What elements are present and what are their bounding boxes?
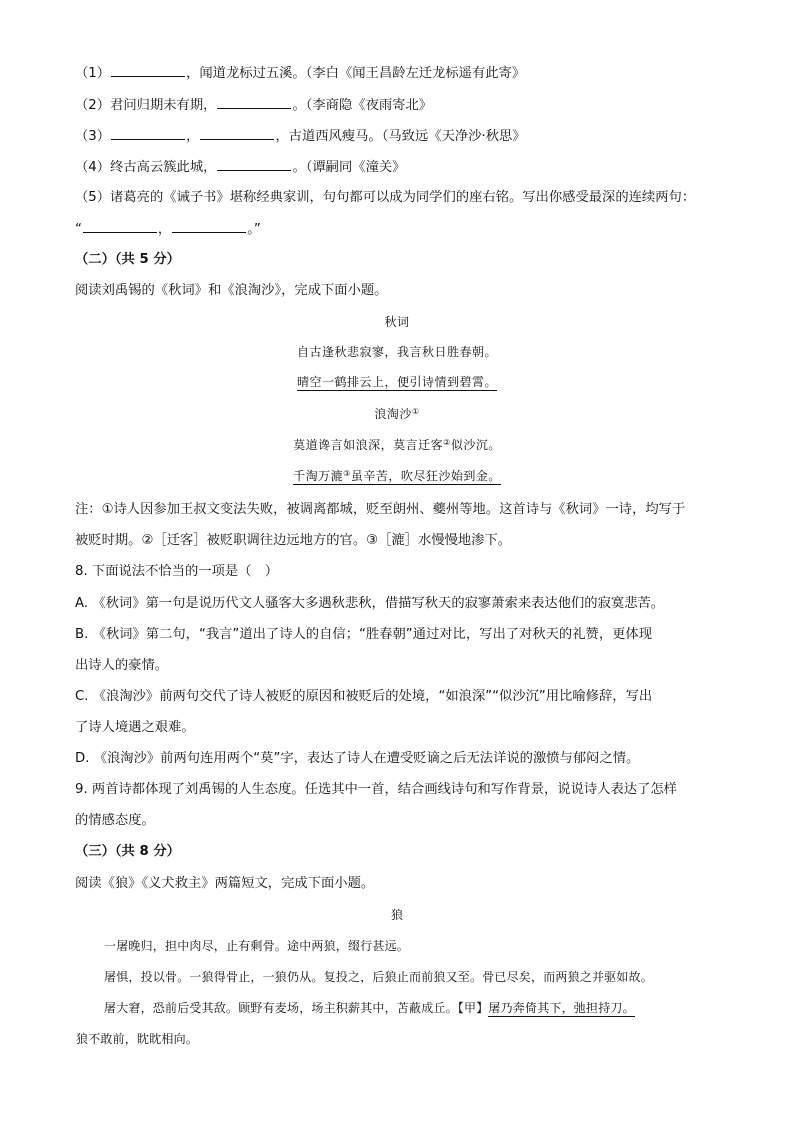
- poem-1-title: 秋词: [384, 315, 410, 329]
- poem-1-line-2: [0, 373, 794, 391]
- underlined-sentence: 屠乃奔倚其下，弛担持刀。: [488, 1001, 635, 1015]
- underlined-line: 晴空一鹤排云上，便引诗情到碧霄。: [296, 375, 497, 389]
- section-2-intro: 阅读刘禹锡的《秋词》和《浪淘沙》，完成下面小题。: [75, 283, 388, 298]
- prose-paragraph-3: [104, 999, 635, 1017]
- poem-2-title-text: 浪淘沙: [374, 407, 412, 421]
- answer-blank[interactable]: [172, 219, 246, 233]
- question-9-line-1: 9. 两首诗都体现了刘禹锡的人生态度。任选其中一首，结合画线诗句和写作背景，说说诗人表达了怎样: [75, 782, 677, 797]
- fill-question-2: [75, 95, 432, 116]
- q4-suffix: 。（谭嗣同《潼关》: [292, 160, 406, 175]
- poem-2-line-2: [0, 465, 794, 485]
- answer-blank[interactable]: [83, 219, 157, 233]
- footnote-mark: ①: [411, 407, 420, 416]
- quote-close: 。”: [247, 222, 261, 237]
- option-b-cont: 出诗人的豪情。: [75, 658, 169, 673]
- poem-1-line-1: 自古逢秋悲寂寥，我言秋日胜春朝。: [296, 345, 497, 359]
- poem-text: 千淘万漉: [293, 469, 344, 483]
- poem-text: 莫道谗言如浪深，莫言迁客: [293, 438, 444, 452]
- q2-suffix: 。（李商隐《夜雨寄北》: [292, 98, 433, 113]
- answer-blank[interactable]: [217, 157, 291, 171]
- option-d[interactable]: D. 《浪淘沙》前两句连用两个“莫”字，表达了诗人在遭受贬谪之后无法详说的激愤与郁闷之情。: [75, 751, 640, 766]
- prose-title: 狼: [390, 908, 403, 922]
- prose-text: 屠大窘，恐前后受其敌。顾野有麦场，场主积薪其中，苫蔽成丘。【甲】: [104, 1001, 489, 1015]
- poem-text: 似沙沉。: [450, 438, 501, 452]
- prose-paragraph-3-cont: 狼不敢前，眈眈相向。: [76, 1032, 199, 1046]
- answer-blank[interactable]: [217, 95, 291, 109]
- question-8-stem: 8. 下面说法不恰当的一项是（ ）: [75, 564, 279, 579]
- q3-separator: ，: [186, 129, 200, 144]
- fill-question-4: [75, 157, 405, 178]
- quote-separator: ，: [157, 222, 172, 237]
- prose-paragraph-1: 一屠晚归，担中肉尽，止有剩骨。途中两狼，缀行甚远。: [104, 939, 410, 953]
- answer-blank[interactable]: [200, 126, 274, 140]
- q4-prefix: （4）终古高云簇此城，: [75, 160, 217, 175]
- section-3-heading: （三）（共 8 分）: [75, 844, 180, 859]
- q3-prefix: （3）: [75, 129, 111, 144]
- answer-blank[interactable]: [111, 63, 185, 77]
- section-2-heading: （二）（共 5 分）: [75, 252, 180, 267]
- answer-blank[interactable]: [111, 126, 185, 140]
- quote-open: “: [75, 222, 82, 237]
- poem-text: 虽辛苦，吹尽狂沙始到金。: [350, 469, 501, 483]
- poem-2-line-1: [0, 434, 794, 454]
- fill-question-1: [75, 63, 525, 84]
- question-9-line-2: 的情感态度。: [75, 813, 155, 828]
- fill-question-3: [75, 126, 526, 147]
- fill-question-5-answer: [75, 219, 261, 240]
- q1-suffix: ，闻道龙标过五溪。（李白《闻王昌龄左迁龙标遥有此寄》: [186, 66, 526, 81]
- note-line-2: 被贬时期。②［迁客］被贬职调往边远地方的官。③［漉］水慢慢地渗下。: [75, 533, 512, 548]
- q3-suffix: ，古道西风瘦马。（马致远《天净沙·秋思》: [275, 129, 526, 144]
- footnote-mark: ②: [443, 438, 451, 447]
- note-line-1: 注：①诗人因参加王叔文变法失败，被调离都城，贬至朗州、夔州等地。这首诗与《秋词》一诗，均写于: [75, 502, 686, 517]
- prose-paragraph-2: 屠惧，投以骨。一狼得骨止，一狼仍从。复投之，后狼止而前狼又至。骨已尽矣，而两狼之并驱如故。: [104, 970, 654, 984]
- underlined-line: [293, 469, 501, 485]
- footnote-mark: ③: [343, 469, 351, 478]
- poem-2-title: [0, 403, 794, 423]
- option-c[interactable]: C. 《浪淘沙》前两句交代了诗人被贬的原因和被贬后的处境，“如浪深”“似沙沉”用比喻修辞，写出: [75, 689, 653, 704]
- q1-prefix: （1）: [75, 66, 111, 81]
- option-c-cont: 了诗人境遇之艰难。: [75, 720, 195, 735]
- q2-prefix: （2）君问归期未有期，: [75, 98, 217, 113]
- section-3-intro: 阅读《狼》《义犬救主》两篇短文，完成下面小题。: [75, 876, 375, 891]
- option-a[interactable]: A. 《秋词》第一句是说历代文人骚客大多遇秋悲秋，借描写秋天的寂寥萧索来表达他们的寂寞悲苦。: [75, 596, 665, 611]
- fill-question-5: （5）诸葛亮的《诫子书》堪称经典家训，句句都可以成为同学们的座右铭。写出你感受最深的连续两句：: [75, 190, 696, 205]
- option-b[interactable]: B. 《秋词》第二句，“我言”道出了诗人的自信；“胜春朝”通过对比，写出了对秋天的礼赞，更体现: [75, 627, 653, 642]
